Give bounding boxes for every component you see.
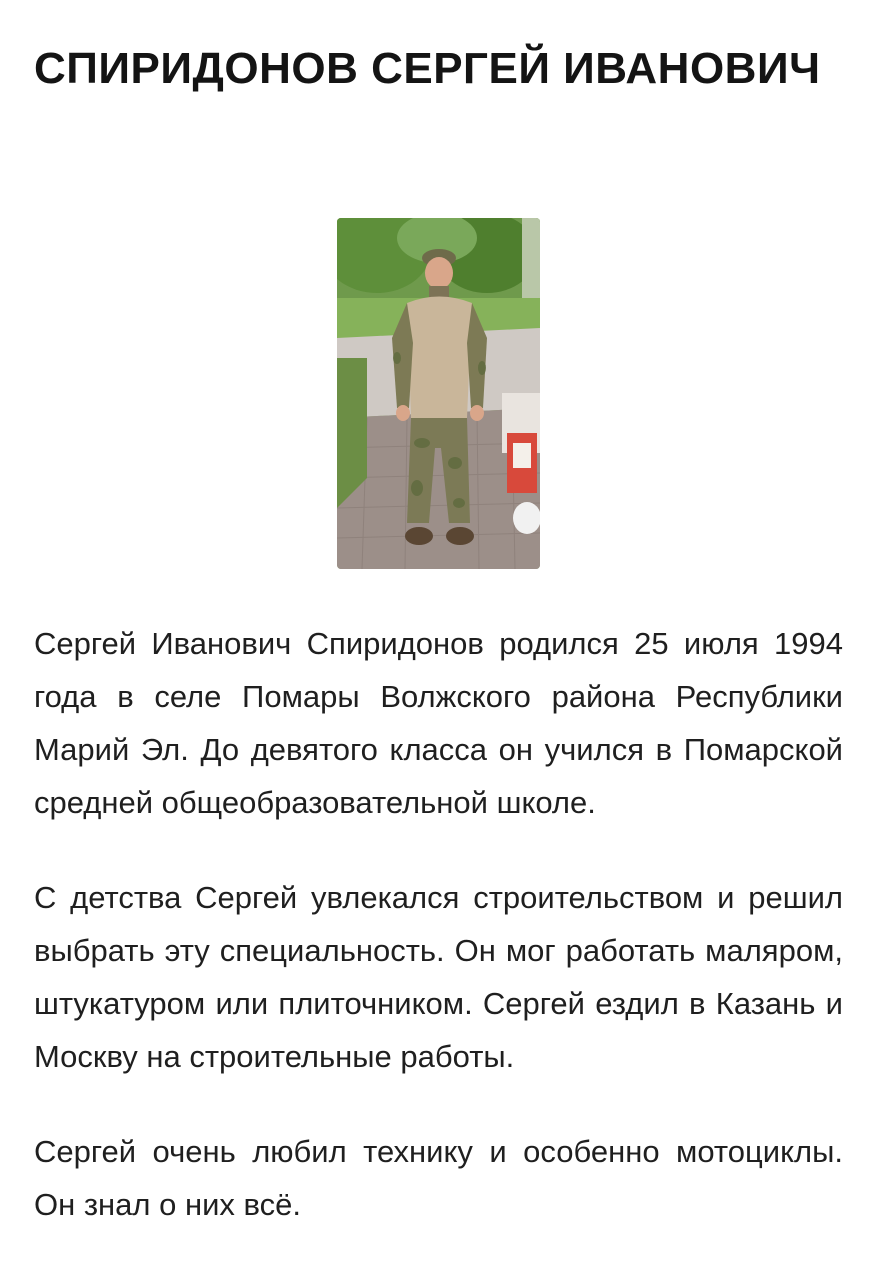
biography	[34, 617, 843, 1273]
portrait-photo-graphic	[337, 218, 540, 569]
page-title: СПИРИДОНОВ СЕРГЕЙ ИВАНОВИЧ	[34, 44, 821, 93]
bio-paragraph-1: Сергей Иванович Спиридонов родился 25 июля 1994 года в селе Помары Волжского района Республики Марий Эл. До девятого класса он учился в Помарской средней общеобразовательной школе.	[34, 626, 843, 820]
portrait-photo	[337, 218, 540, 569]
bio-paragraph-2: С детства Сергей увлекался строительством и решил выбрать эту специальность. Он мог работать маляром, штукатуром или плиточником. Сергей ездил в Казань и Москву на строительные работы.	[34, 880, 843, 1074]
bio-paragraph-3: Сергей очень любил технику и особенно мотоциклы. Он знал о них всё.	[34, 1134, 843, 1222]
article	[34, 0, 843, 1222]
